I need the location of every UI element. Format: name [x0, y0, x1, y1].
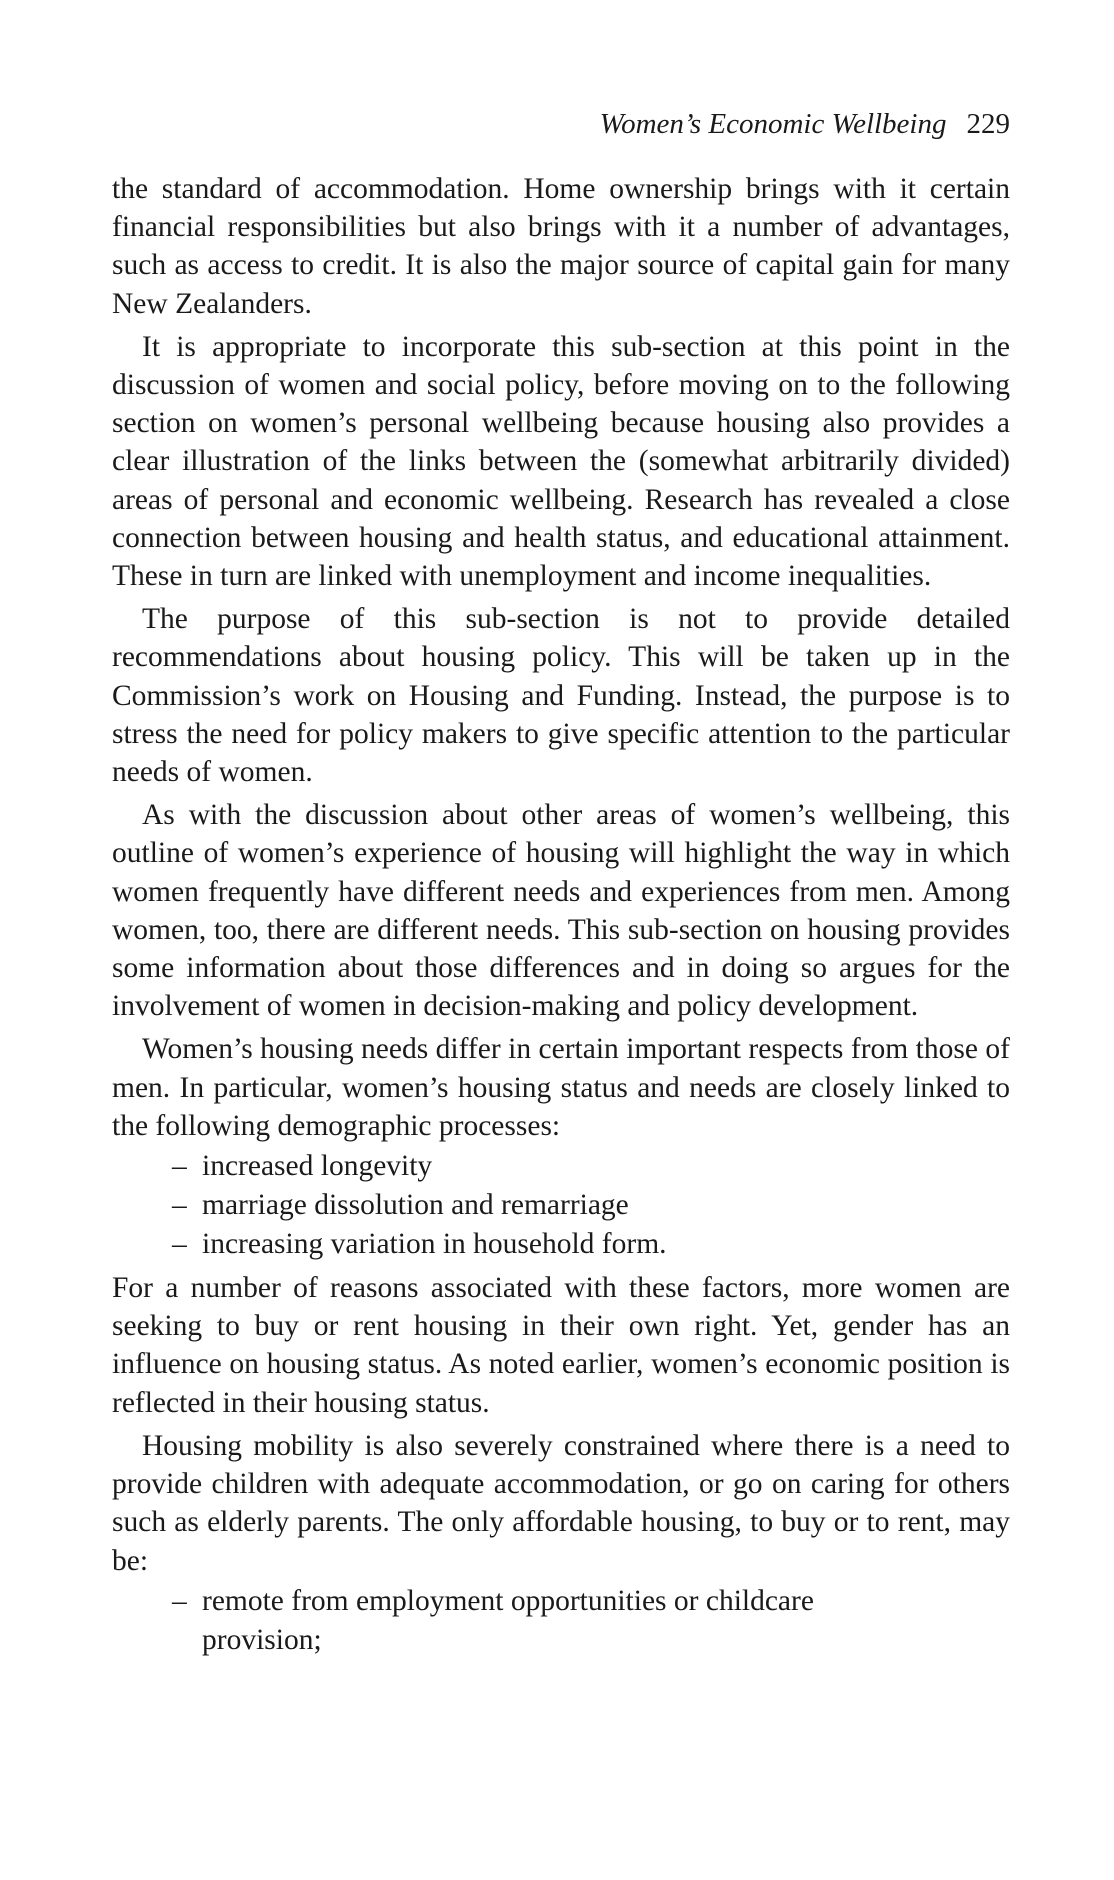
list-dash: –: [172, 1584, 187, 1617]
running-head: [600, 106, 1010, 142]
list-dash: –: [172, 1228, 187, 1261]
page-number: 229: [966, 108, 1010, 140]
body-text: [112, 170, 1010, 1660]
paragraph-4: As with the discussion about other areas of women’s wellbeing, this outline of women’s experience of housing will highlight the way in which women frequently have different needs and experiences from men. Among women, too, there are different needs. This sub-section on housing provides some information about those differences and in doing so argues for the involvement of women in decision-making and policy development.: [112, 799, 1010, 1023]
paragraph-6: For a number of reasons associated with these factors, more women are seeking to buy or rent housing in their own right. Yet, gender has an influence on housing status. As noted earlier, women’s economic position is reflected in their housing status.: [112, 1272, 1010, 1419]
list-dash: –: [172, 1189, 187, 1222]
paragraph-3: The purpose of this sub-section is not to provide detailed recommendations about housing policy. This will be taken up in the Commission’s work on Housing and Funding. Instead, the purpose is to stress the need for policy makers to give specific attention to the particular needs of women.: [112, 603, 1010, 789]
list-item-text: increasing variation in household form.: [202, 1228, 667, 1261]
demographic-processes-list: [112, 1147, 1010, 1264]
list-item-text: marriage dissolution and remarriage: [202, 1189, 629, 1222]
paragraph-5: Women’s housing needs differ in certain important respects from those of men. In particular, women’s housing status and needs are closely linked to the following demographic processes:: [112, 1033, 1010, 1142]
list-item-text: remote from employment opportunities or childcare provision;: [202, 1584, 814, 1656]
housing-constraints-list: [112, 1582, 892, 1660]
running-title: Women’s Economic Wellbeing: [599, 108, 947, 140]
paragraph-7: Housing mobility is also severely constrained where there is a need to provide children with adequate accommodation, or go on caring for others such as elderly parents. The only affordable housing, to buy or to rent, may be:: [112, 1429, 1010, 1577]
list-item: [172, 1186, 1010, 1225]
list-item: [172, 1147, 1010, 1186]
paragraph-2: It is appropriate to incorporate this sub-section at this point in the discussion of women and social policy, before moving on to the following section on women’s personal wellbeing because housing also provides a clear illustration of the links between the (somewhat arbitrarily divided) areas of personal and economic wellbeing. Research has revealed a close connection between housing and health status, and educational attainment. These in turn are linked with unemployment and income inequalities.: [112, 330, 1010, 593]
list-item: [172, 1225, 1010, 1264]
list-item: [172, 1582, 892, 1660]
paragraph-1: the standard of accommodation. Home ownership brings with it certain financial responsibilities but also brings with it a number of advantages, such as access to credit. It is also the major source of capital gain for many New Zealanders.: [112, 173, 1010, 320]
list-dash: –: [172, 1150, 187, 1183]
list-item-text: increased longevity: [202, 1150, 433, 1183]
